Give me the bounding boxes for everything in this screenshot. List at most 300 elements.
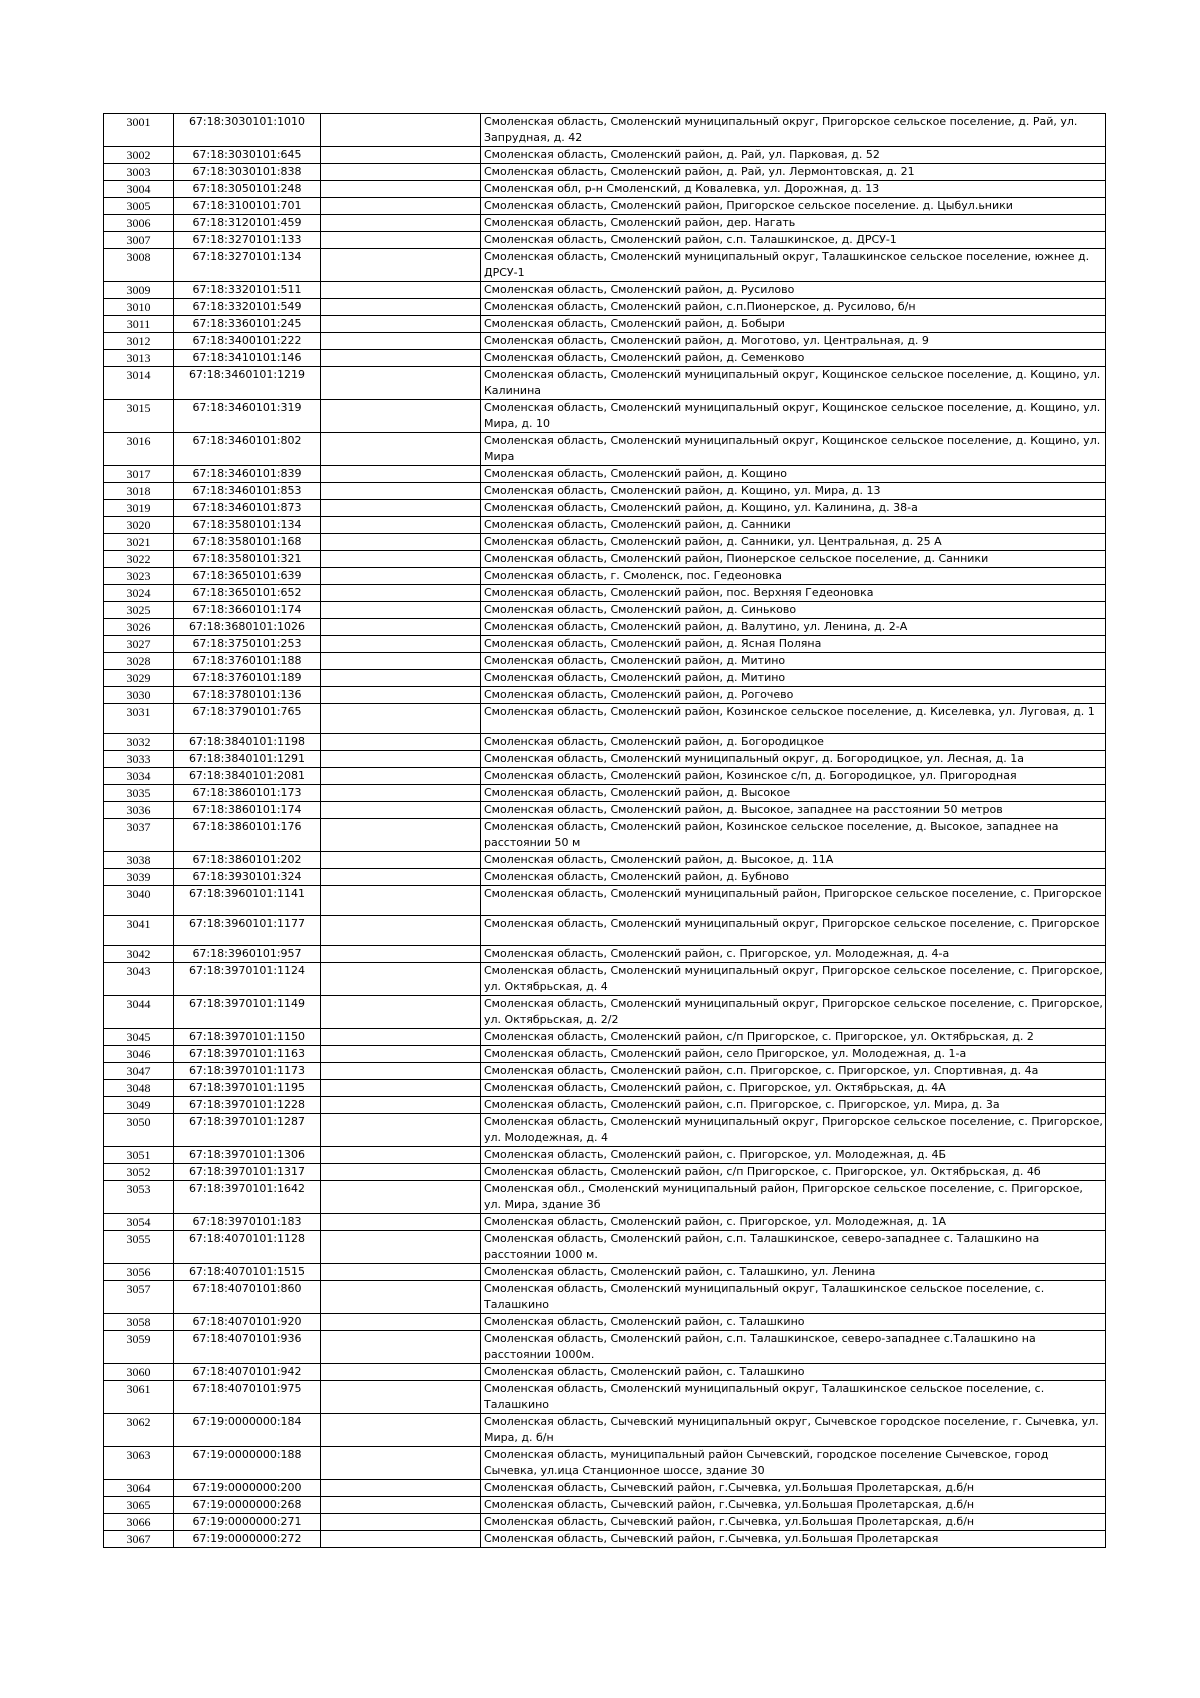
empty-cell [321,350,481,367]
address-cell: Смоленская область, Смоленский район, д. Синьково [481,602,1106,619]
row-number-cell: 3051 [104,1147,174,1164]
row-number-cell: 3009 [104,282,174,299]
table-row [104,1214,1106,1231]
table-row [104,249,1106,282]
address-cell: Смоленская область, Смоленский муниципальный округ, Пригорское сельское поселение, с. Пригорское [481,916,1106,946]
cadastral-number-cell: 67:18:3790101:765 [174,704,321,734]
row-number-cell: 3065 [104,1497,174,1514]
table-row [104,1381,1106,1414]
table-row [104,1531,1106,1548]
empty-cell [321,1231,481,1264]
table-row [104,1181,1106,1214]
empty-cell [321,819,481,852]
table-row [104,147,1106,164]
cadastral-number-cell: 67:18:3760101:189 [174,670,321,687]
address-cell: Смоленская область, Смоленский район, д. Семенково [481,350,1106,367]
table-row [104,299,1106,316]
table-row [104,1164,1106,1181]
row-number-cell: 3057 [104,1281,174,1314]
empty-cell [321,734,481,751]
cadastral-number-cell: 67:19:0000000:184 [174,1414,321,1447]
address-cell: Смоленская область, Смоленский район, д. Русилово [481,282,1106,299]
row-number-cell: 3011 [104,316,174,333]
row-number-cell: 3034 [104,768,174,785]
cadastral-number-cell: 67:18:3320101:511 [174,282,321,299]
row-number-cell: 3049 [104,1097,174,1114]
empty-cell [321,886,481,916]
empty-cell [321,1097,481,1114]
table-row [104,1480,1106,1497]
address-cell: Смоленская область, Смоленский район, с.п. Талашкинское, северо-западнее с.Талашкино на расстоянии 1000м. [481,1331,1106,1364]
empty-cell [321,619,481,636]
cadastral-number-cell: 67:18:4070101:936 [174,1331,321,1364]
address-cell: Смоленская область, Сычевский муниципальный округ, Сычевское городское поселение, г. Сычевка, ул. Мира, д. б/н [481,1414,1106,1447]
address-cell: Смоленская область, Смоленский район, с.п.Пионерское, д. Русилово, б/н [481,299,1106,316]
table-row [104,653,1106,670]
table-row [104,1147,1106,1164]
address-cell: Смоленская область, Смоленский муниципальный округ, Пригорское сельское поселение, д. Рай, ул. Запрудная, д. 42 [481,114,1106,147]
address-cell: Смоленская область, Смоленский муниципальный округ, Кощинское сельское поселение, д. Кощино, ул. Мира [481,433,1106,466]
row-number-cell: 3028 [104,653,174,670]
empty-cell [321,181,481,198]
empty-cell [321,1314,481,1331]
empty-cell [321,785,481,802]
table-row [104,751,1106,768]
cadastral-number-cell: 67:18:3680101:1026 [174,619,321,636]
table-row [104,619,1106,636]
empty-cell [321,367,481,400]
address-cell: Смоленская область, Смоленский район, д. Рогочево [481,687,1106,704]
row-number-cell: 3003 [104,164,174,181]
table-row [104,500,1106,517]
address-cell: Смоленская область, Смоленский муниципальный округ, Кощинское сельское поселение, д. Кощино, ул. Мира, д. 10 [481,400,1106,433]
empty-cell [321,1264,481,1281]
empty-cell [321,215,481,232]
table-row [104,1281,1106,1314]
table-row [104,534,1106,551]
row-number-cell: 3047 [104,1063,174,1080]
cadastral-number-cell: 67:18:3400101:222 [174,333,321,350]
table-row [104,886,1106,916]
row-number-cell: 3018 [104,483,174,500]
row-number-cell: 3066 [104,1514,174,1531]
empty-cell [321,1364,481,1381]
empty-cell [321,1063,481,1080]
cadastral-number-cell: 67:18:3460101:873 [174,500,321,517]
cadastral-number-cell: 67:18:3360101:245 [174,316,321,333]
table-row [104,1447,1106,1480]
address-cell: Смоленская область, Смоленский район, Козинское с/п, д. Богородицкое, ул. Пригородная [481,768,1106,785]
address-cell: Смоленская область, Смоленский район, с. Пригорское, ул. Молодежная, д. 4Б [481,1147,1106,1164]
cadastral-number-cell: 67:18:3860101:202 [174,852,321,869]
table-row [104,819,1106,852]
row-number-cell: 3020 [104,517,174,534]
table-row [104,1264,1106,1281]
cadastral-number-cell: 67:18:3760101:188 [174,653,321,670]
empty-cell [321,433,481,466]
empty-cell [321,1281,481,1314]
cadastral-number-cell: 67:18:3960101:957 [174,946,321,963]
empty-cell [321,602,481,619]
table-row [104,1029,1106,1046]
table-row [104,1231,1106,1264]
row-number-cell: 3053 [104,1181,174,1214]
empty-cell [321,653,481,670]
empty-cell [321,1480,481,1497]
empty-cell [321,198,481,215]
empty-cell [321,869,481,886]
address-cell: Смоленская область, Смоленский район, с.п. Талашкинское, д. ДРСУ-1 [481,232,1106,249]
table-row [104,916,1106,946]
address-cell: Смоленская область, Смоленский район, Пионерское сельское поселение, д. Санники [481,551,1106,568]
address-cell: Смоленская область, Смоленский муниципальный округ, Кощинское сельское поселение, д. Кощино, ул. Калинина [481,367,1106,400]
address-cell: Смоленская область, Смоленский район, с. Пригорское, ул. Молодежная, д. 1А [481,1214,1106,1231]
cadastral-number-cell: 67:18:3410101:146 [174,350,321,367]
table-row [104,400,1106,433]
address-cell: Смоленская область, Сычевский район, г.Сычевка, ул.Большая Пролетарская, д.б/н [481,1480,1106,1497]
cadastral-number-cell: 67:18:4070101:975 [174,1381,321,1414]
cadastral-number-cell: 67:18:3460101:1219 [174,367,321,400]
row-number-cell: 3033 [104,751,174,768]
table-row [104,568,1106,585]
cadastral-number-cell: 67:18:4070101:1128 [174,1231,321,1264]
address-cell: Смоленская область, Сычевский район, г.Сычевка, ул.Большая Пролетарская [481,1531,1106,1548]
cadastral-number-cell: 67:18:3970101:1149 [174,996,321,1029]
empty-cell [321,400,481,433]
table-row [104,670,1106,687]
address-cell: Смоленская область, Смоленский район, д. Бобыри [481,316,1106,333]
empty-cell [321,802,481,819]
empty-cell [321,751,481,768]
row-number-cell: 3044 [104,996,174,1029]
table-row [104,768,1106,785]
row-number-cell: 3037 [104,819,174,852]
address-cell: Смоленская область, Смоленский район, с. Пригорское, ул. Октябрьская, д. 4А [481,1080,1106,1097]
row-number-cell: 3017 [104,466,174,483]
table-row [104,602,1106,619]
cadastral-number-cell: 67:18:3970101:183 [174,1214,321,1231]
cadastral-number-cell: 67:18:3320101:549 [174,299,321,316]
address-cell: Смоленская область, Смоленский муниципальный район, Пригорское сельское поселение, с. Пригорское [481,886,1106,916]
row-number-cell: 3060 [104,1364,174,1381]
address-cell: Смоленская область, г. Смоленск, пос. Гедеоновка [481,568,1106,585]
empty-cell [321,1046,481,1063]
address-cell: Смоленская область, Смоленский район, с. Талашкино [481,1314,1106,1331]
address-cell: Смоленская область, Сычевский район, г.Сычевка, ул.Большая Пролетарская, д.б/н [481,1514,1106,1531]
row-number-cell: 3008 [104,249,174,282]
empty-cell [321,1214,481,1231]
cadastral-number-cell: 67:19:0000000:200 [174,1480,321,1497]
empty-cell [321,333,481,350]
table-row [104,215,1106,232]
address-cell: Смоленская область, Смоленский район, село Пригорское, ул. Молодежная, д. 1-а [481,1046,1106,1063]
cadastral-number-cell: 67:18:3970101:1228 [174,1097,321,1114]
table-row [104,1097,1106,1114]
address-cell: Смоленская область, Смоленский район, с.п. Талашкинское, северо-западнее с. Талашкино на расстоянии 1000 м. [481,1231,1106,1264]
empty-cell [321,1497,481,1514]
empty-cell [321,1080,481,1097]
address-cell: Смоленская область, Смоленский район, с/п Пригорское, с. Пригорское, ул. Октябрьская, д. 2 [481,1029,1106,1046]
table-row [104,946,1106,963]
cadastral-number-cell: 67:18:3650101:652 [174,585,321,602]
row-number-cell: 3030 [104,687,174,704]
cadastral-number-cell: 67:18:3960101:1177 [174,916,321,946]
row-number-cell: 3045 [104,1029,174,1046]
table-row [104,585,1106,602]
cadastral-number-cell: 67:18:3030101:645 [174,147,321,164]
row-number-cell: 3043 [104,963,174,996]
empty-cell [321,916,481,946]
cadastral-number-cell: 67:18:3970101:1163 [174,1046,321,1063]
address-cell: Смоленская область, Смоленский муниципальный округ, Пригорское сельское поселение, с. Пригорское, ул. Молодежная, д. 4 [481,1114,1106,1147]
cadastral-number-cell: 67:18:3460101:839 [174,466,321,483]
address-cell: Смоленская область, Смоленский район, с/п Пригорское, с. Пригорское, ул. Октябрьская, д. 4б [481,1164,1106,1181]
empty-cell [321,704,481,734]
row-number-cell: 3040 [104,886,174,916]
table-row [104,367,1106,400]
empty-cell [321,232,481,249]
cadastral-number-cell: 67:18:3100101:701 [174,198,321,215]
row-number-cell: 3023 [104,568,174,585]
table-row [104,704,1106,734]
row-number-cell: 3042 [104,946,174,963]
cadastral-number-cell: 67:18:3650101:639 [174,568,321,585]
table-row [104,198,1106,215]
row-number-cell: 3027 [104,636,174,653]
address-cell: Смоленская область, Смоленский район, д. Богородицкое [481,734,1106,751]
address-cell: Смоленская область, Смоленский муниципальный округ, Пригорское сельское поселение, с. Пригорское, ул. Октябрьская, д. 4 [481,963,1106,996]
address-cell: Смоленская область, Смоленский муниципальный округ, Талашкинское сельское поселение, с. Талашкино [481,1381,1106,1414]
address-cell: Смоленская обл, р-н Смоленский, д Ковалевка, ул. Дорожная, д. 13 [481,181,1106,198]
cadastral-number-cell: 67:18:3970101:1124 [174,963,321,996]
empty-cell [321,500,481,517]
row-number-cell: 3055 [104,1231,174,1264]
row-number-cell: 3004 [104,181,174,198]
cadastral-number-cell: 67:18:3270101:134 [174,249,321,282]
empty-cell [321,249,481,282]
row-number-cell: 3035 [104,785,174,802]
table-row [104,802,1106,819]
table-row [104,785,1106,802]
table-row [104,316,1106,333]
table-row [104,1314,1106,1331]
address-cell: Смоленская область, Смоленский район, Козинское сельское поселение, д. Киселевка, ул. Луговая, д. 1 [481,704,1106,734]
empty-cell [321,114,481,147]
table-row [104,181,1106,198]
row-number-cell: 3059 [104,1331,174,1364]
table-row [104,636,1106,653]
row-number-cell: 3038 [104,852,174,869]
cadastral-number-cell: 67:18:3840101:2081 [174,768,321,785]
empty-cell [321,1381,481,1414]
address-cell: Смоленская область, муниципальный район Сычевский, городское поселение Сычевское, город Сычевка, ул.ица Станционное шоссе, здание 30 [481,1447,1106,1480]
row-number-cell: 3041 [104,916,174,946]
cadastral-number-cell: 67:19:0000000:271 [174,1514,321,1531]
address-cell: Смоленская область, Смоленский район, д. Бубново [481,869,1106,886]
row-number-cell: 3061 [104,1381,174,1414]
row-number-cell: 3024 [104,585,174,602]
table-row [104,333,1106,350]
row-number-cell: 3022 [104,551,174,568]
row-number-cell: 3006 [104,215,174,232]
table-row [104,433,1106,466]
address-cell: Смоленская область, Смоленский район, дер. Нагать [481,215,1106,232]
table-row [104,282,1106,299]
row-number-cell: 3015 [104,400,174,433]
cadastral-number-cell: 67:18:4070101:1515 [174,1264,321,1281]
row-number-cell: 3007 [104,232,174,249]
table-row [104,1080,1106,1097]
table-row [104,852,1106,869]
empty-cell [321,299,481,316]
address-cell: Смоленская область, Смоленский район, д. Кощино, ул. Мира, д. 13 [481,483,1106,500]
cadastral-number-cell: 67:18:3970101:1150 [174,1029,321,1046]
row-number-cell: 3062 [104,1414,174,1447]
row-number-cell: 3025 [104,602,174,619]
address-cell: Смоленская область, Смоленский район, д. Санники [481,517,1106,534]
address-cell: Смоленская область, Смоленский район, с. Талашкино [481,1364,1106,1381]
property-register-table [103,113,1106,1548]
empty-cell [321,316,481,333]
address-cell: Смоленская область, Смоленский район, с. Талашкино, ул. Ленина [481,1264,1106,1281]
address-cell: Смоленская область, Смоленский район, д. Кощино [481,466,1106,483]
cadastral-number-cell: 67:18:3270101:133 [174,232,321,249]
cadastral-number-cell: 67:18:3970101:1287 [174,1114,321,1147]
cadastral-number-cell: 67:18:3960101:1141 [174,886,321,916]
row-number-cell: 3014 [104,367,174,400]
table-row [104,687,1106,704]
empty-cell [321,568,481,585]
table-row [104,232,1106,249]
row-number-cell: 3039 [104,869,174,886]
empty-cell [321,963,481,996]
address-cell: Смоленская область, Смоленский район, д. Рай, ул. Парковая, д. 52 [481,147,1106,164]
empty-cell [321,852,481,869]
row-number-cell: 3046 [104,1046,174,1063]
address-cell: Смоленская область, Смоленский муниципальный округ, Пригорское сельское поселение, с. Пригорское, ул. Октябрьская, д. 2/2 [481,996,1106,1029]
table-row [104,1331,1106,1364]
cadastral-number-cell: 67:18:3840101:1198 [174,734,321,751]
empty-cell [321,517,481,534]
empty-cell [321,282,481,299]
empty-cell [321,1164,481,1181]
row-number-cell: 3021 [104,534,174,551]
cadastral-number-cell: 67:19:0000000:188 [174,1447,321,1480]
table-row [104,483,1106,500]
table-row [104,114,1106,147]
address-cell: Смоленская область, Смоленский муниципальный округ, Талашкинское сельское поселение, южнее д. ДРСУ-1 [481,249,1106,282]
address-cell: Смоленская область, Смоленский район, пос. Верхняя Гедеоновка [481,585,1106,602]
row-number-cell: 3019 [104,500,174,517]
cadastral-number-cell: 67:18:3780101:136 [174,687,321,704]
address-cell: Смоленская обл., Смоленский муниципальный район, Пригорское сельское поселение, с. Пригорское, ул. Мира, здание 3б [481,1181,1106,1214]
address-cell: Смоленская область, Смоленский район, Козинское сельское поселение, д. Высокое, западнее на расстоянии 50 м [481,819,1106,852]
table-row [104,1497,1106,1514]
table-row [104,1114,1106,1147]
cadastral-number-cell: 67:19:0000000:272 [174,1531,321,1548]
cadastral-number-cell: 67:18:3970101:1642 [174,1181,321,1214]
empty-cell [321,1414,481,1447]
cadastral-number-cell: 67:18:3860101:174 [174,802,321,819]
row-number-cell: 3012 [104,333,174,350]
cadastral-number-cell: 67:18:3580101:321 [174,551,321,568]
row-number-cell: 3036 [104,802,174,819]
table-row [104,1063,1106,1080]
cadastral-number-cell: 67:18:3970101:1173 [174,1063,321,1080]
empty-cell [321,1114,481,1147]
table-row [104,869,1106,886]
cadastral-number-cell: 67:18:3050101:248 [174,181,321,198]
table-row [104,1364,1106,1381]
table-row [104,1046,1106,1063]
empty-cell [321,1147,481,1164]
row-number-cell: 3063 [104,1447,174,1480]
cadastral-number-cell: 67:18:3120101:459 [174,215,321,232]
empty-cell [321,164,481,181]
address-cell: Смоленская область, Смоленский район, д. Митино [481,653,1106,670]
address-cell: Смоленская область, Смоленский муниципальный округ, Талашкинское сельское поселение, с. Талашкино [481,1281,1106,1314]
empty-cell [321,551,481,568]
cadastral-number-cell: 67:18:3840101:1291 [174,751,321,768]
empty-cell [321,1181,481,1214]
row-number-cell: 3050 [104,1114,174,1147]
address-cell: Смоленская область, Смоленский район, с. Пригорское, ул. Молодежная, д. 4-а [481,946,1106,963]
table-row [104,1414,1106,1447]
address-cell: Смоленская область, Смоленский район, д. Высокое, западнее на расстоянии 50 метров [481,802,1106,819]
cadastral-number-cell: 67:18:4070101:920 [174,1314,321,1331]
empty-cell [321,1029,481,1046]
address-cell: Смоленская область, Смоленский район, д. Санники, ул. Центральная, д. 25 А [481,534,1106,551]
table-body [104,114,1106,1548]
empty-cell [321,687,481,704]
table-row [104,350,1106,367]
cadastral-number-cell: 67:18:3660101:174 [174,602,321,619]
empty-cell [321,636,481,653]
address-cell: Смоленская область, Смоленский район, д. Валутино, ул. Ленина, д. 2-А [481,619,1106,636]
cadastral-number-cell: 67:18:4070101:942 [174,1364,321,1381]
row-number-cell: 3013 [104,350,174,367]
row-number-cell: 3058 [104,1314,174,1331]
cadastral-number-cell: 67:18:3930101:324 [174,869,321,886]
table-row [104,963,1106,996]
row-number-cell: 3056 [104,1264,174,1281]
address-cell: Смоленская область, Смоленский район, д. Высокое [481,785,1106,802]
cadastral-number-cell: 67:18:3030101:838 [174,164,321,181]
row-number-cell: 3048 [104,1080,174,1097]
cadastral-number-cell: 67:18:3970101:1317 [174,1164,321,1181]
empty-cell [321,768,481,785]
cadastral-number-cell: 67:18:3580101:134 [174,517,321,534]
row-number-cell: 3002 [104,147,174,164]
address-cell: Смоленская область, Смоленский район, с.п. Пригорское, с. Пригорское, ул. Спортивная, д. 4а [481,1063,1106,1080]
address-cell: Смоленская область, Смоленский район, Пригорское сельское поселение. д. Цыбул.ьники [481,198,1106,215]
table-row [104,517,1106,534]
empty-cell [321,585,481,602]
empty-cell [321,996,481,1029]
row-number-cell: 3067 [104,1531,174,1548]
address-cell: Смоленская область, Смоленский район, д. Митино [481,670,1106,687]
table-row [104,996,1106,1029]
row-number-cell: 3032 [104,734,174,751]
cadastral-number-cell: 67:18:3580101:168 [174,534,321,551]
cadastral-number-cell: 67:18:3030101:1010 [174,114,321,147]
table-row [104,734,1106,751]
address-cell: Смоленская область, Смоленский район, с.п. Пригорское, с. Пригорское, ул. Мира, д. 3а [481,1097,1106,1114]
empty-cell [321,534,481,551]
row-number-cell: 3005 [104,198,174,215]
cadastral-number-cell: 67:19:0000000:268 [174,1497,321,1514]
row-number-cell: 3031 [104,704,174,734]
